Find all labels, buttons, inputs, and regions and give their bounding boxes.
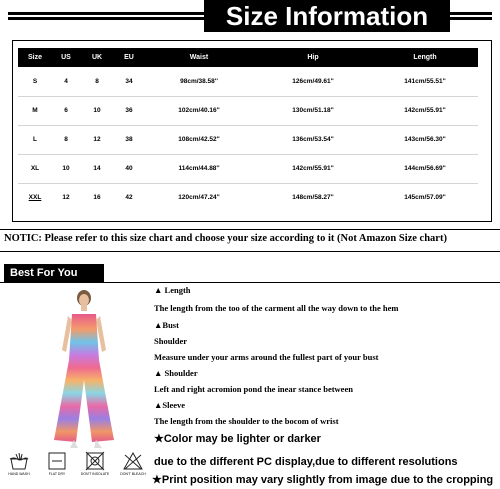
table-cell: 102cm/40.16'' [144, 96, 254, 125]
column-header-us: US [52, 48, 80, 67]
care-label: DON'T INSOLATE [80, 472, 110, 476]
best-for-you-label: Best For You [4, 264, 104, 282]
table-cell: 120cm/47.24'' [178, 194, 220, 202]
care-label: FLAT DRY [48, 472, 66, 476]
jumpsuit-model-image [44, 290, 124, 450]
table-cell: 144cm/56.69'' [372, 154, 478, 183]
table-cell: 126cm/49.61'' [254, 67, 372, 96]
table-cell: 36 [114, 96, 144, 125]
table-cell: 14 [80, 154, 114, 183]
care-label: DON'T BLEACH [120, 472, 146, 476]
info-text-sleeve: The length from the shoulder to the bocom of wrist [154, 416, 339, 426]
color-note-line2: due to the different PC display,due to different resolutions [154, 456, 458, 468]
size-notice: NOTIC: Please refer to this size chart and choose your size according to it (Not Amazon Size chart) [4, 233, 447, 244]
care-do-not-bleach [118, 450, 148, 476]
size-chart-table [18, 48, 478, 212]
care-label: HAND WASH [8, 472, 30, 476]
table-row [18, 154, 478, 183]
table-cell: 142cm/55.91'' [254, 154, 372, 183]
table-row [18, 125, 478, 154]
table-cell: 145cm/57.09'' [404, 194, 446, 202]
table-row [18, 67, 478, 96]
table-cell: 8 [52, 125, 80, 154]
size-label-xxl: XXL [28, 194, 42, 202]
table-cell: 114cm/44.88'' [144, 154, 254, 183]
table-cell: 34 [114, 67, 144, 96]
table-cell: 16 [93, 194, 101, 202]
do-not-bleach-icon [122, 450, 144, 472]
color-note-line1: ★Color may be lighter or darker [154, 433, 321, 445]
table-cell: 38 [114, 125, 144, 154]
care-do-not-insolate [80, 450, 110, 476]
column-header-uk: UK [80, 48, 114, 67]
info-heading-shoulder-sub: Shoulder [154, 336, 188, 346]
table-cell: 141cm/55.51'' [372, 67, 478, 96]
table-cell: XL [18, 154, 52, 183]
table-cell: 6 [52, 96, 80, 125]
table-cell: 98cm/38.58'' [144, 67, 254, 96]
table-row [18, 96, 478, 125]
table-cell: 136cm/53.54'' [254, 125, 372, 154]
info-text-shoulder: Left and right acromion pond the inear stance between [154, 384, 353, 394]
table-cell: 148cm/58.27'' [292, 194, 334, 202]
care-icons [4, 450, 150, 486]
column-header-eu: EU [114, 48, 144, 67]
table-cell: 142cm/55.91'' [372, 96, 478, 125]
table-cell: 12 [80, 125, 114, 154]
title-bar [8, 0, 492, 32]
info-heading-bust: ▲Bust [154, 320, 179, 330]
table-cell: 40 [114, 154, 144, 183]
table-cell: M [18, 96, 52, 125]
info-heading-sleeve: ▲Sleeve [154, 400, 186, 410]
divider [0, 229, 500, 230]
column-header-length: Length [372, 48, 478, 67]
table-cell: 130cm/51.18'' [254, 96, 372, 125]
table-row [18, 183, 478, 212]
care-hand-wash [4, 450, 34, 476]
table-cell: 10 [52, 154, 80, 183]
page-title: Size Information [204, 0, 450, 32]
info-heading-shoulder: ▲ Shoulder [154, 368, 198, 378]
table-cell: 4 [52, 67, 80, 96]
table-cell: L [18, 125, 52, 154]
table-cell: 42 [125, 194, 133, 202]
column-header-size: Size [18, 48, 52, 67]
table-cell: 108cm/42.52'' [144, 125, 254, 154]
table-header-row [18, 48, 478, 67]
hand-wash-icon [8, 450, 30, 472]
info-text-bust: Measure under your arms around the fullest part of your bust [154, 352, 379, 362]
flat-dry-icon [46, 450, 68, 472]
table-cell: 143cm/56.30'' [372, 125, 478, 154]
column-header-hip: Hip [254, 48, 372, 67]
column-header-waist: Waist [144, 48, 254, 67]
color-note-line3: ★Print position may vary slightly from image due to the cropping [152, 474, 494, 486]
table-cell: 12 [62, 194, 70, 202]
table-cell [18, 183, 52, 212]
divider [0, 282, 500, 283]
do-not-insolate-icon [84, 450, 106, 472]
divider [0, 251, 500, 252]
info-text-length: The length from the too of the carment all the way down to the hem [154, 303, 399, 313]
info-heading-length: ▲ Length [154, 285, 191, 295]
table-cell: 10 [80, 96, 114, 125]
table-cell: 8 [80, 67, 114, 96]
table-cell: S [18, 67, 52, 96]
care-flat-dry [42, 450, 72, 476]
